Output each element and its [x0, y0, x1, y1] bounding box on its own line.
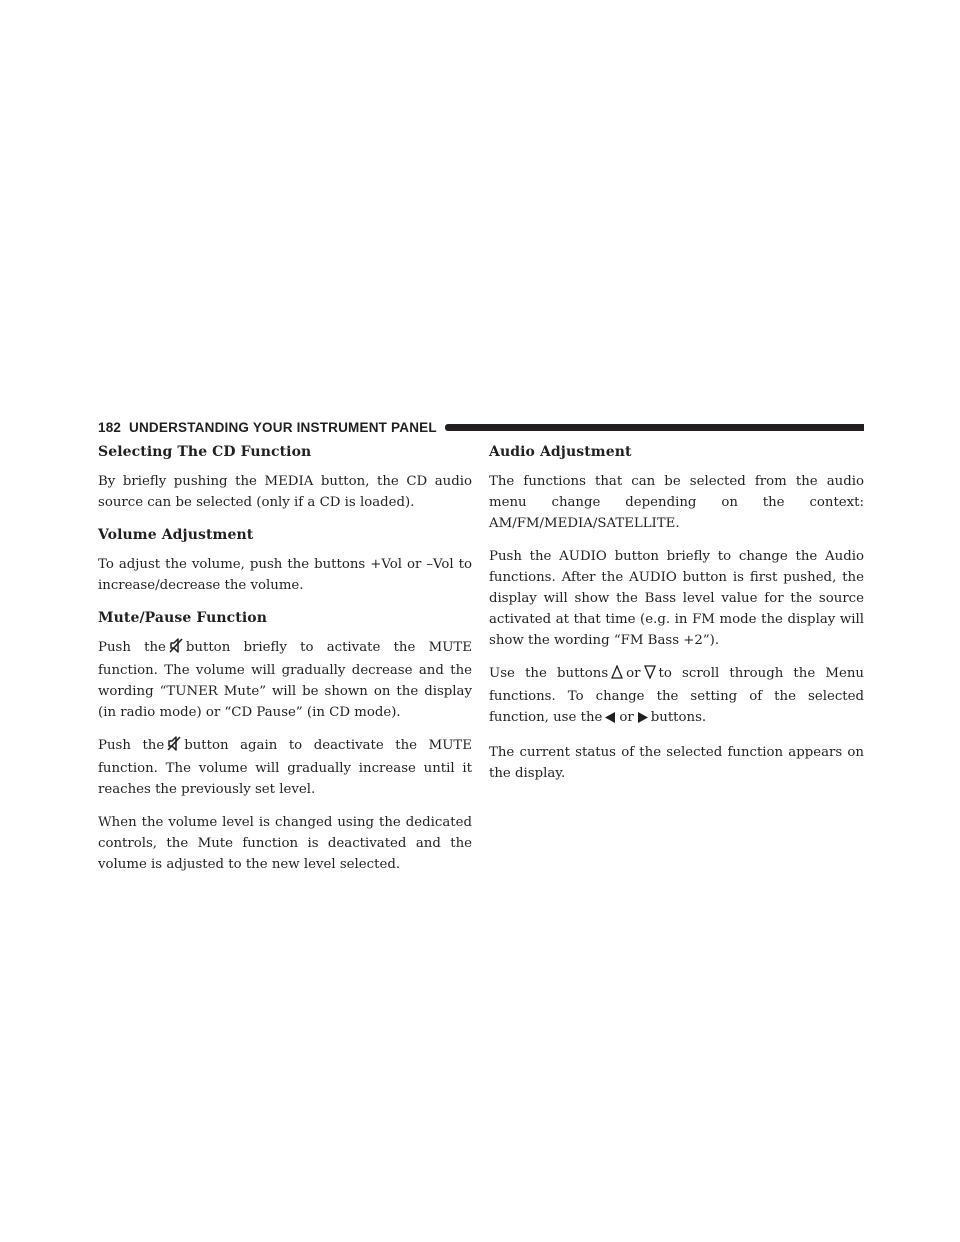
section-audio	[489, 442, 864, 784]
triangle-up-icon	[611, 665, 623, 686]
chapter-title: UNDERSTANDING YOUR INSTRUMENT PANEL	[129, 419, 437, 435]
section-volume	[98, 525, 472, 596]
arrow-right-icon	[637, 709, 648, 730]
left-column	[98, 442, 472, 887]
text: Use the buttons	[489, 666, 609, 681]
triangle-down-icon	[644, 665, 656, 686]
text: button again to deactivate the MUTE function. The volume will gradually increase until it reaches the previously set level.	[98, 738, 472, 797]
paragraph-cd-function: By briefly pushing the MEDIA button, the CD audio source can be selected (only if a CD is loaded).	[98, 474, 472, 510]
text: button briefly to activate the MUTE function. The volume will gradually decrease and the wording “TUNER Mute” will be shown on the display (in radio mode) or “CD Pause” (in CD mode).	[98, 640, 472, 720]
header-rule	[445, 424, 864, 431]
page-number-and-title	[98, 420, 437, 435]
paragraph-mute-1	[98, 637, 472, 723]
paragraph-mute-3: When the volume level is changed using the dedicated controls, the Mute function is deactivated and the volume is adjusted to the new level selected.	[98, 815, 472, 872]
text: buttons.	[650, 710, 707, 725]
section-mute	[98, 608, 472, 875]
text: to scroll through the Menu functions. To change the setting of the selected function, use the	[489, 666, 864, 725]
paragraph-volume: To adjust the volume, push the buttons +Vol or –Vol to increase/decrease the volume.	[98, 557, 472, 593]
text: or	[626, 666, 641, 681]
heading-mute: Mute/Pause Function	[98, 610, 268, 626]
text: Push the	[98, 640, 166, 655]
arrow-left-icon	[605, 709, 616, 730]
paragraph-audio-1: The functions that can be selected from the audio menu change depending on the context: AM/FM/MEDIA/SATELLITE.	[489, 474, 864, 531]
heading-audio: Audio Adjustment	[489, 444, 632, 460]
paragraph-mute-2	[98, 735, 472, 800]
text: Push the	[98, 738, 165, 753]
mute-icon	[167, 736, 181, 758]
paragraph-audio-2: Push the AUDIO button briefly to change the Audio functions. After the AUDIO button is first pushed, the display will show the Bass level value for the source activated at that time (e.g. in FM mode the display will show the wording “FM Bass +2”).	[489, 549, 864, 648]
paragraph-audio-3	[489, 663, 864, 730]
page-number: 182	[98, 419, 122, 435]
heading-cd-function: Selecting The CD Function	[98, 444, 312, 460]
text: or	[619, 710, 634, 725]
paragraph-audio-4: The current status of the selected function appears on the display.	[489, 745, 864, 781]
section-cd-function	[98, 442, 472, 513]
page-header	[98, 417, 864, 437]
heading-volume: Volume Adjustment	[98, 527, 254, 543]
right-column	[489, 442, 864, 796]
mute-icon	[169, 638, 183, 660]
